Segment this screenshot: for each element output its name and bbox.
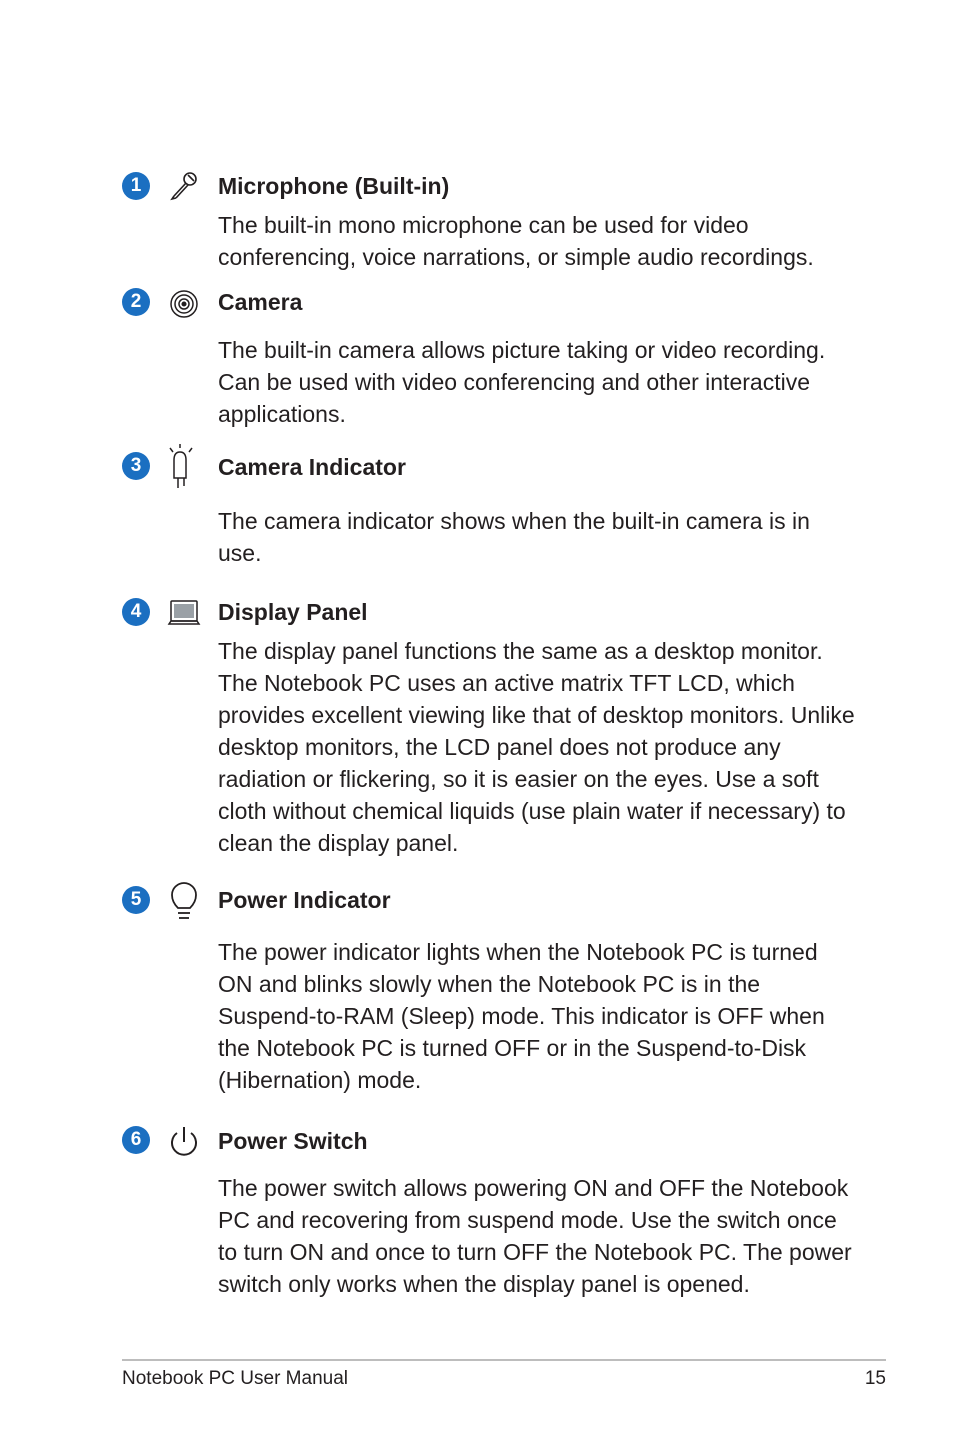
item-description: The camera indicator shows when the built-in camera is in use. [218, 508, 810, 566]
item-description: The built-in camera allows picture taking or video recording. Can be used with video conferencing and other interactive applications. [218, 337, 826, 427]
item-description: The power indicator lights when the Notebook PC is turned ON and blinks slowly when the Notebook PC is in the Suspend-to-RAM (Sleep) mode. This indicator is OFF when the Notebook PC is turned OFF or in the Suspend-to-Disk (Hibernation) mode. [218, 939, 825, 1093]
item-description: The power switch allows powering ON and OFF the Notebook PC and recovering from suspend mode. Use the switch once to turn ON and once to turn OFF the Notebook PC. The power switch only works when the display panel is opened. [218, 1175, 852, 1297]
item-title: Power Indicator [218, 887, 391, 913]
item-number-badge: 6 [122, 1126, 150, 1154]
item-title: Camera Indicator [218, 454, 406, 480]
item-title: Power Switch [218, 1128, 368, 1154]
led-indicator-icon [166, 444, 202, 490]
microphone-icon [166, 168, 202, 204]
item-description: The display panel functions the same as a desktop monitor. The Notebook PC uses an active matrix TFT LCD, which provides excellent viewing like that of desktop monitors. Unlike desktop monitors, the LCD panel does not produce any radiation or flickering, so it is easier on the eyes. Use a soft cloth without chemical liquids (use plain water if necessary) to clean the display panel. [218, 638, 855, 856]
item-number-badge: 5 [122, 886, 150, 914]
camera-icon [166, 286, 202, 322]
item-title: Camera [218, 289, 303, 315]
item-number-badge: 3 [122, 452, 150, 480]
footer-manual-title: Notebook PC User Manual [122, 1368, 348, 1389]
item-number-badge: 2 [122, 288, 150, 316]
item-title: Microphone (Built-in) [218, 173, 450, 199]
item-number-badge: 1 [122, 172, 150, 200]
item-description: The built-in mono microphone can be used for video conferencing, voice narrations, or simple audio recordings. [218, 212, 814, 270]
page-number: 15 [864, 1368, 886, 1389]
monitor-icon [166, 596, 202, 632]
item-number-badge: 4 [122, 598, 150, 626]
power-icon [166, 1124, 202, 1160]
item-title: Display Panel [218, 599, 368, 625]
light-bulb-icon [166, 880, 202, 922]
footer-divider [122, 1359, 886, 1361]
